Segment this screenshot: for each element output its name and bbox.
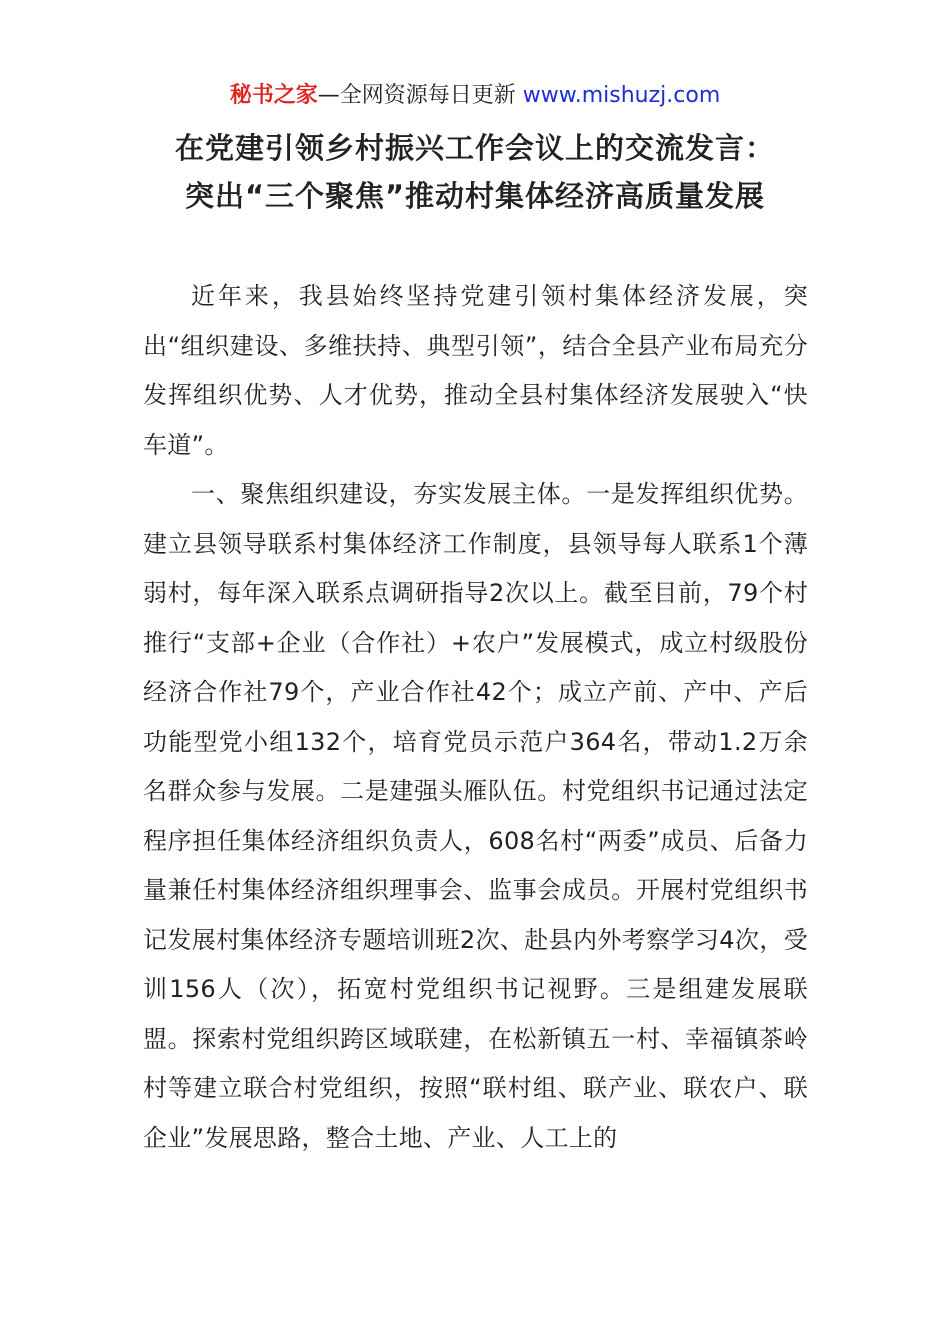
- body-paragraph: 近年来，我县始终坚持党建引领村集体经济发展，突出“组织建设、多维扶持、典型引领”，结合全县产业布局充分发挥组织优势、人才优势，推动全县村集体经济发展驶入“快车道”。: [143, 282, 808, 459]
- body-paragraph-2-block: [143, 470, 808, 1163]
- site-url-link[interactable]: www.mishuzj.com: [522, 83, 721, 108]
- body-paragraph-1-block: [143, 272, 808, 470]
- header-tagline: —全网资源每日更新: [317, 83, 516, 108]
- site-header: [0, 80, 950, 112]
- body-paragraph: 一、聚焦组织建设，夯实发展主体。一是发挥组织优势。建立县领导联系村集体经济工作制度，县领导每人联系1个薄弱村，每年深入联系点调研指导2次以上。截至目前，79个村推行“支部+企业（合作社）+农户”发展模式，成立村级股份经济合作社79个，产业合作社42个；成立产前、产中、产后功能型党小组132个，培育党员示范户364名，带动1.2万余名群众参与发展。二是建强头雁队伍。村党组织书记通过法定程序担任集体经济组织负责人，608名村“两委”成员、后备力量兼任村集体经济组织理事会、监事会成员。开展村党组织书记发展村集体经济专题培训班2次、赴县内外考察学习4次，受训156人（次），拓宽村党组织书记视野。三是组建发展联盟。探索村党组织跨区域联建，在松新镇五一村、幸福镇茶岭村等建立联合村党组织，按照“联村组、联产业、联农户、联企业”发展思路，整合土地、产业、人工上的: [143, 480, 808, 1152]
- document-title-line-1: 在党建引领乡村振兴工作会议上的交流发言：: [174, 131, 775, 165]
- brand-name: 秘书之家: [229, 83, 318, 108]
- document-title-line-2: 突出“三个聚焦”推动村集体经济高质量发展: [184, 179, 766, 213]
